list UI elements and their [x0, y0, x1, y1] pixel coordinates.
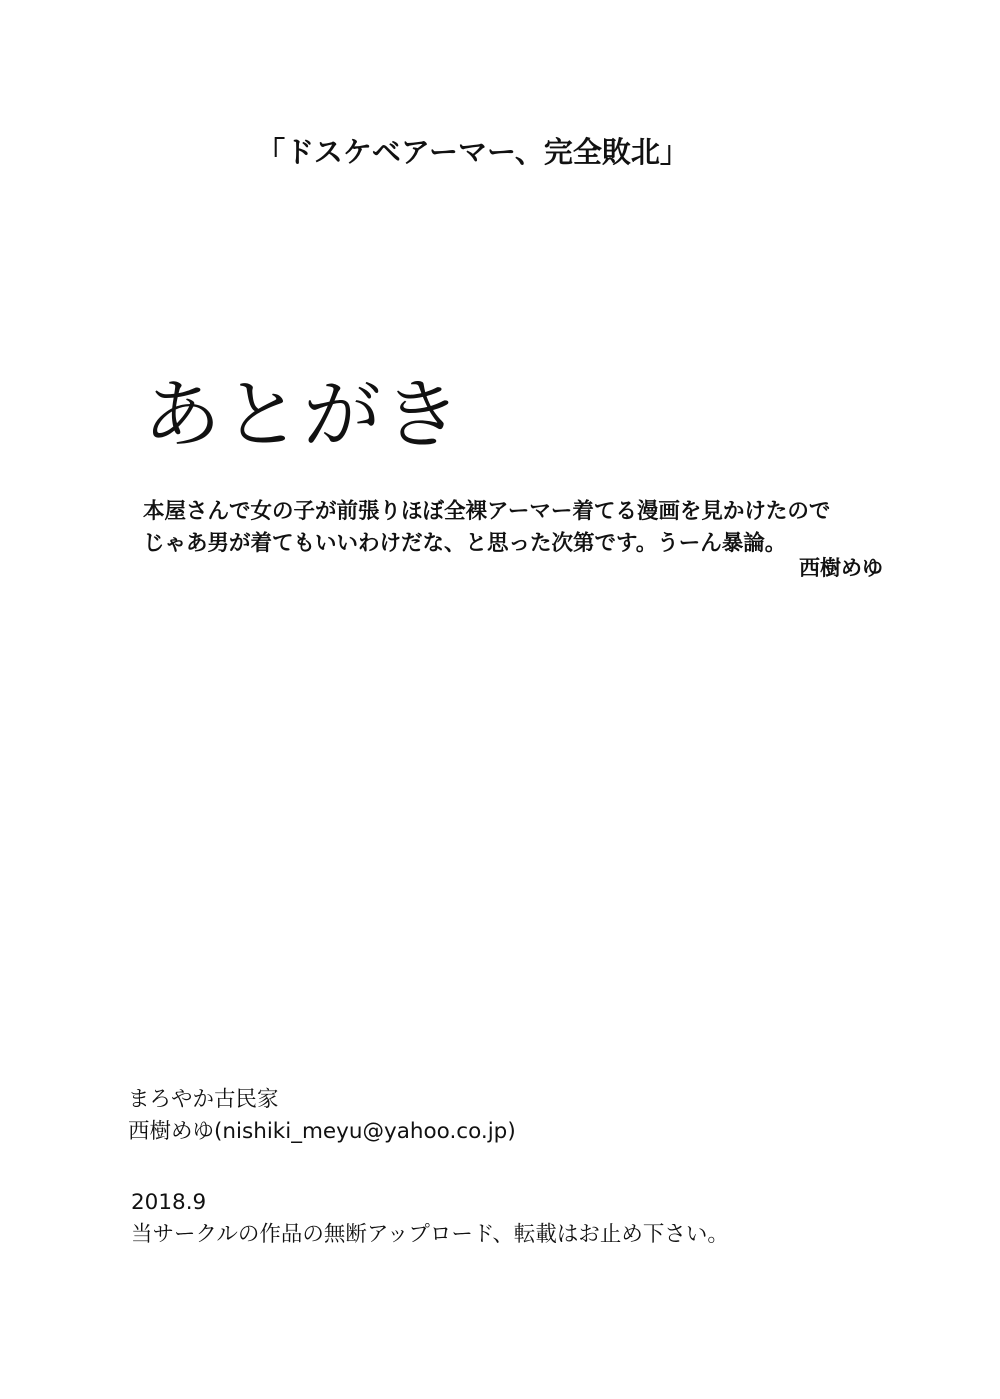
- colophon: [128, 1084, 516, 1148]
- afterword-line: 本屋さんで女の子が前張りほぼ全裸アーマー着てる漫画を見かけたので: [143, 499, 831, 524]
- book-title: 「ドスケベアーマー、完全敗北」: [256, 135, 689, 169]
- author-contact: 西樹めゆ(nishiki_meyu@yahoo.co.jp): [128, 1119, 516, 1144]
- no-reupload-notice: 当サークルの作品の無断アップロード、転載はお止め下さい。: [131, 1222, 729, 1247]
- afterword-line: じゃあ男が着てもいいわけだな、と思った次第です。うーん暴論。: [143, 531, 787, 556]
- publication-notice: [131, 1187, 729, 1251]
- circle-name: まろやか古民家: [128, 1087, 279, 1112]
- afterword-body: [143, 496, 888, 560]
- author-signature: 西樹めゆ: [799, 556, 883, 580]
- publication-date: 2018.9: [131, 1190, 207, 1215]
- afterword-heading: あとがき: [143, 372, 464, 459]
